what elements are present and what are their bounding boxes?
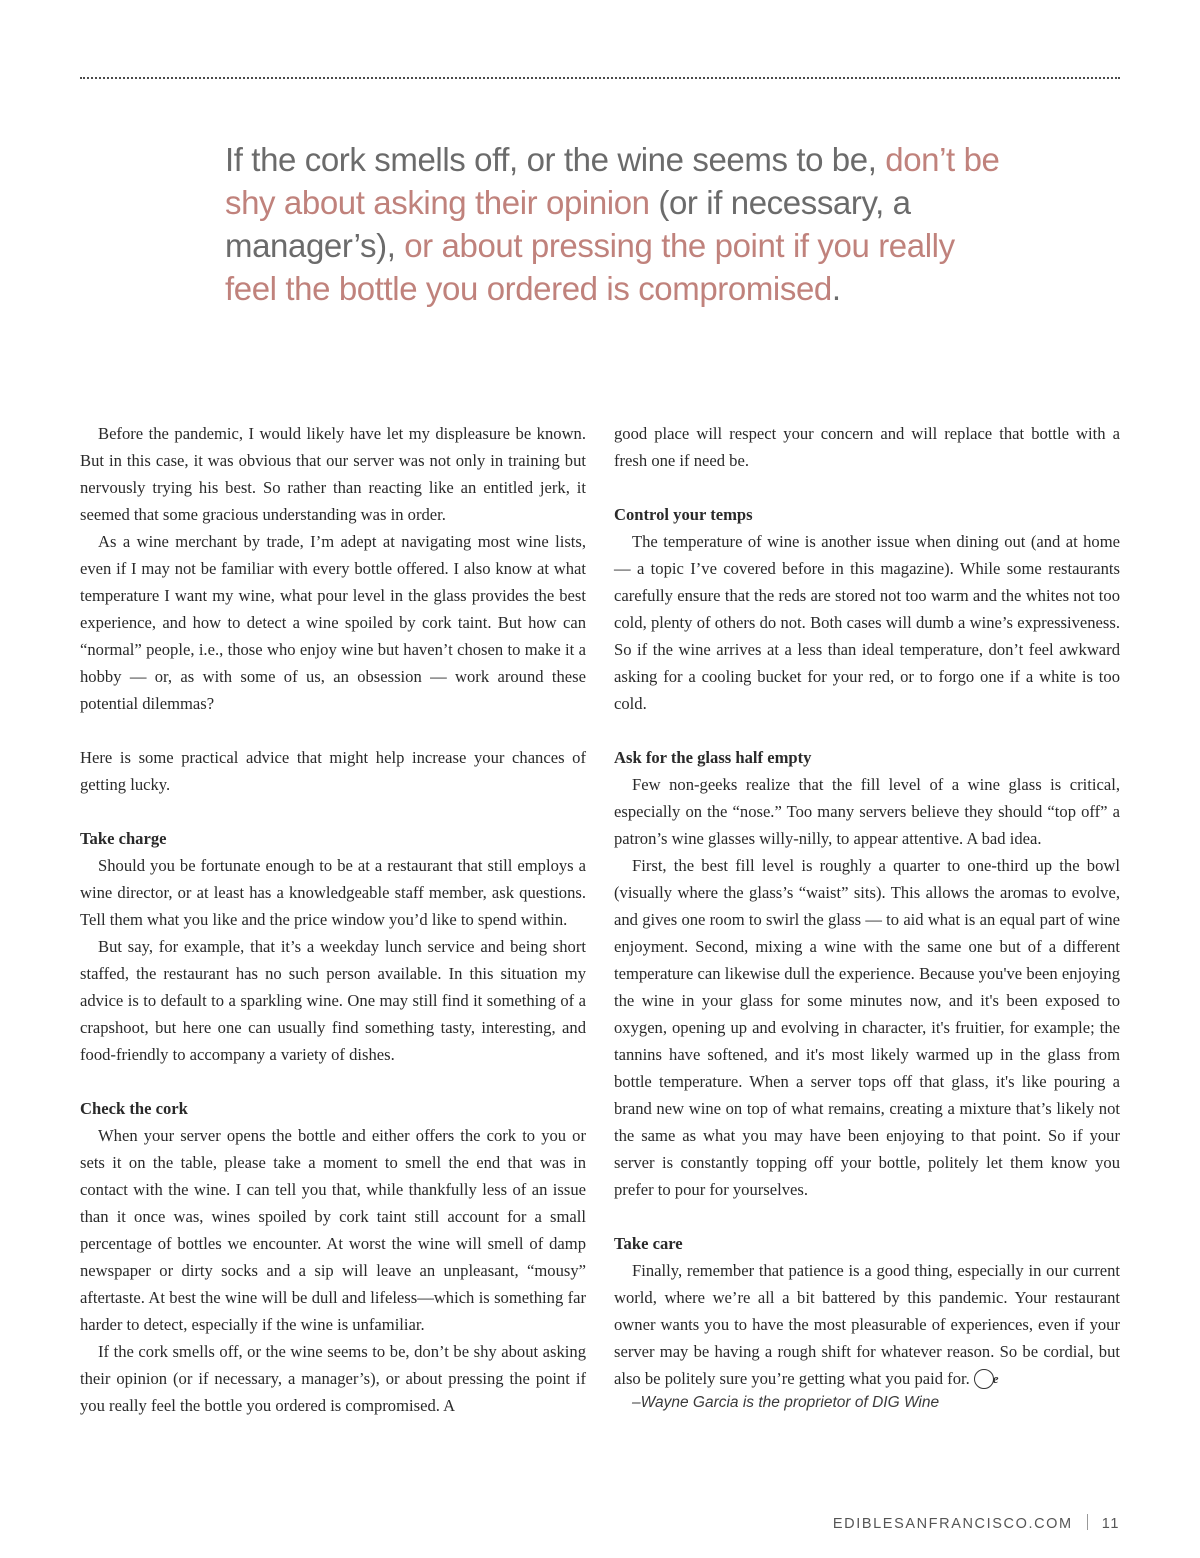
paragraph: Should you be fortunate enough to be at a restaurant that still employs a wine director, or at least has a knowledgeable staff member, ask questions. Tell them what you like and the price window you’d like to spend within. (80, 856, 586, 929)
article-column-left (80, 420, 586, 1419)
section-heading: Take care (614, 1234, 683, 1253)
section-heading: Take charge (80, 829, 167, 848)
paragraph: If the cork smells off, or the wine seems to be, don’t be shy about asking their opinion (or if necessary, a manager’s), or about pressing the point if you really feel the bottle you ordered is compromised. A (80, 1342, 586, 1415)
pull-quote-text: . (831, 270, 841, 307)
paragraph: As a wine merchant by trade, I’m adept at navigating most wine lists, even if I may not be familiar with every bottle offered. I also know at what temperature I want my wine, what pour level in the glass provides the best experience, and how to detect a wine spoiled by cork taint. But how can “normal” people, i.e., those who enjoy wine but haven’t chosen to make it a hobby — or, as with some of us, an obsession — work around these potential dilemmas? (80, 532, 586, 713)
section-heading: Ask for the glass half empty (614, 748, 812, 767)
paragraph: But say, for example, that it’s a weekday lunch service and being short staffed, the restaurant has no such person available. In this situation my advice is to default to a sparkling wine. One may still find it something of a crapshoot, but here one can usually find something tasty, interesting, and food-friendly to accompany a variety of dishes. (80, 937, 586, 1064)
pull-quote-text: (or if necessary, a manager’s), (225, 184, 911, 264)
paragraph: good place will respect your concern and will replace that bottle with a fresh one if need be. (614, 424, 1120, 470)
paragraph: Here is some practical advice that might help increase your chances of getting lucky. (80, 748, 586, 794)
pull-quote-text: If the cork smells off, or the wine seems to be, (225, 141, 886, 178)
paragraph: First, the best fill level is roughly a quarter to one-third up the bowl (visually where the glass’s “waist” sits). This allows the aromas to evolve, and gives one room to swirl the glass — to aid what is an equal part of wine enjoyment. Second, mixing a wine with the same one but of a different temperature can likewise dull the experience. Because you've been enjoying the wine in your glass for some minutes now, and it's been exposed to oxygen, opening up and evolving in character, it's fruitier, for example; the tannins have softened, and it's most likely warmed up in the glass from bottle temperature. When a server tops off that glass, it's like pouring a brand new wine on top of what remains, creating a mixture that’s likely not the same as what you may have been enjoying to that point. So if your server is constantly topping off your bottle, politely let them know you prefer to pour for yourselves. (614, 856, 1120, 1199)
paragraph (614, 1257, 1120, 1392)
page-number: 11 (1101, 1516, 1120, 1532)
author-byline: –Wayne Garcia is the proprietor of DIG Wine (632, 1394, 940, 1411)
footer-site: EDIBLESANFRANCISCO.COM (832, 1516, 1073, 1532)
section-heading: Control your temps (614, 505, 753, 524)
top-dotted-rule (80, 77, 1120, 79)
footer-divider (1087, 1514, 1088, 1530)
end-mark-icon: e (974, 1369, 994, 1389)
paragraph: When your server opens the bottle and either offers the cork to you or sets it on the table, please take a moment to smell the end that was in contact with the wine. I can tell you that, while thankfully less of an issue than it once was, wines spoiled by cork taint still account for a small percentage of bottles we encounter. At worst the wine will smell of damp newspaper or dirty socks and a sip will leave an unpleasant, “mousy” aftertaste. At best the wine will be dull and lifeless—which is something far harder to detect, especially if the wine is unfamiliar. (80, 1126, 586, 1334)
paragraph-text: Finally, remember that patience is a good thing, especially in our current world, where we’re all a bit battered by this pandemic. Your restaurant owner wants you to have the most pleasurable of experiences, even if your server may be having a rough shift for whatever reason. So be cordial, but also be politely sure you’re getting what you paid for. (614, 1261, 1120, 1388)
paragraph: The temperature of wine is another issue when dining out (and at home — a topic I’ve covered before in this magazine). While some restaurants carefully ensure that the reds are stored not too warm and the whites not too cold, plenty of others do not. Both cases will dumb a wine’s expressiveness. So if the wine arrives at a less than ideal temperature, don’t feel awkward asking for a cooling bucket for your red, or to forgo one if a white is too cold. (614, 532, 1120, 713)
pull-quote (225, 138, 1015, 310)
pull-quote-accent: or about pressing the point if you really feel the bottle you ordered is compromised (225, 227, 955, 307)
article-column-right (614, 420, 1120, 1414)
pull-quote-accent: don’t be shy about asking their opinion (225, 141, 1000, 221)
paragraph: Few non-geeks realize that the fill level of a wine glass is critical, especially on the “nose.” Too many servers believe they should “top off” a patron’s wine glasses willy-nilly, to appear attentive. A bad idea. (614, 775, 1120, 848)
paragraph: Before the pandemic, I would likely have let my displeasure be known. But in this case, it was obvious that our server was not only in training but nervously trying his best. So rather than reacting like an entitled jerk, it seemed that some gracious understanding was in order. (80, 424, 586, 524)
section-heading: Check the cork (80, 1099, 188, 1118)
page-footer (833, 1514, 1120, 1532)
